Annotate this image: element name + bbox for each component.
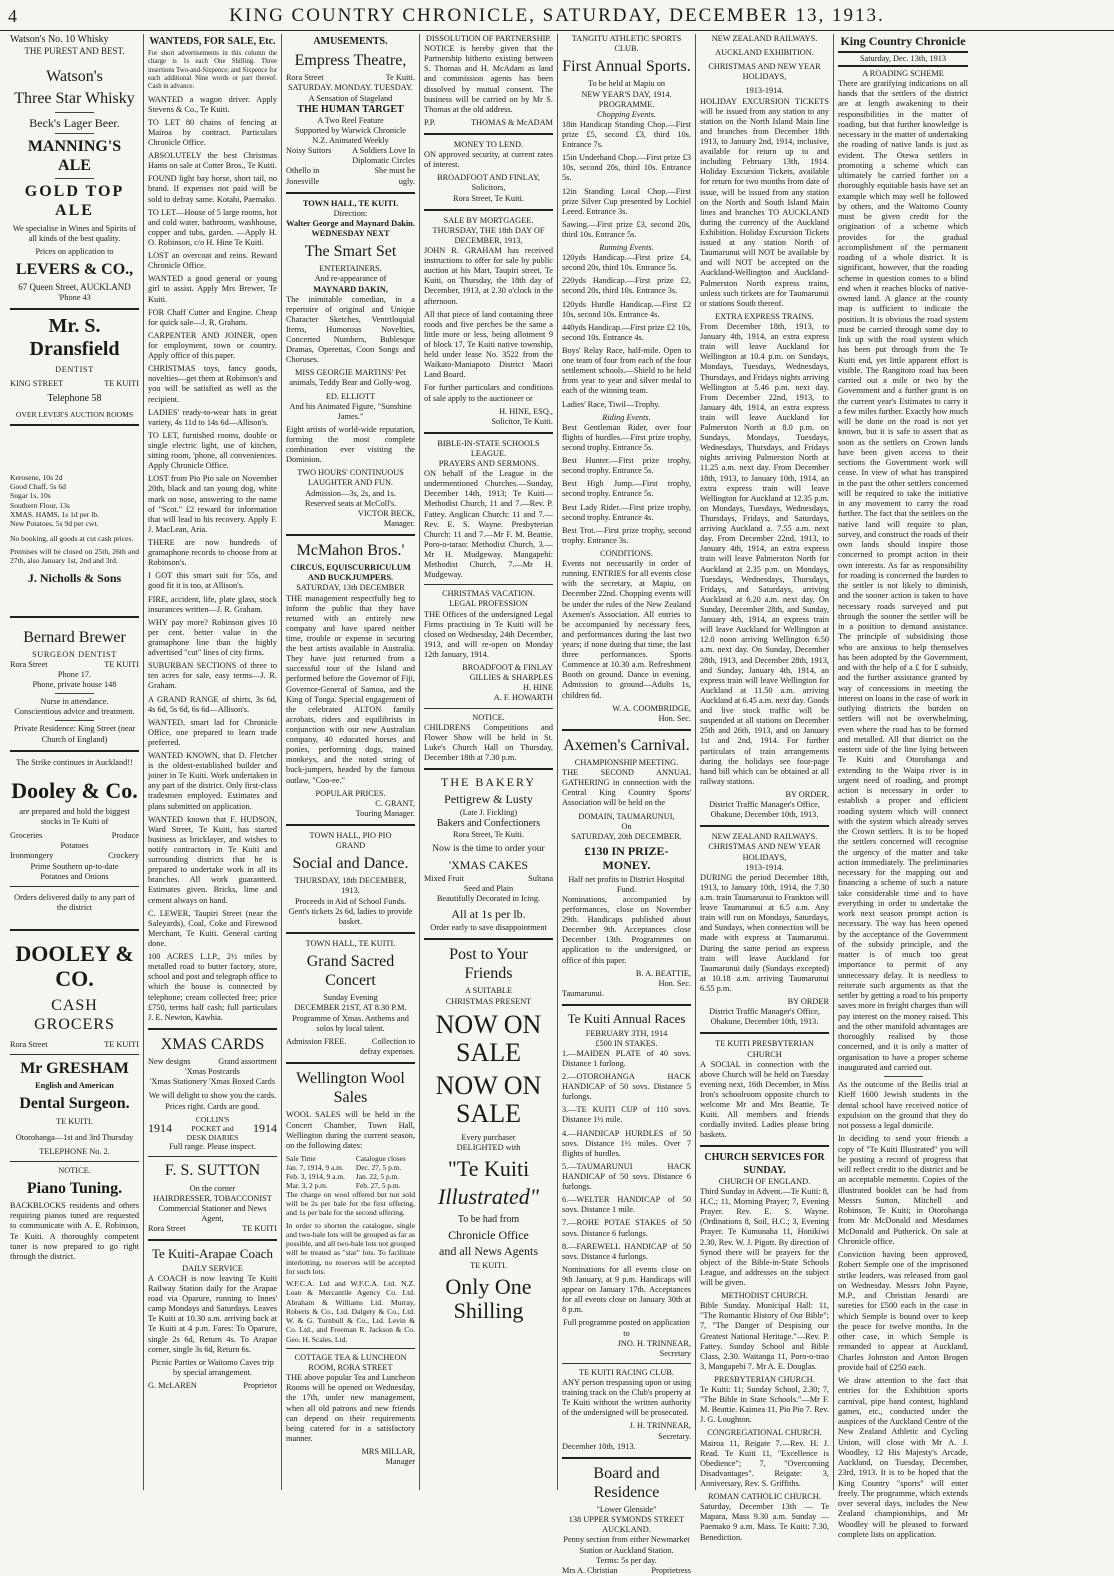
orders-delivered: Orders delivered daily to any part of the district bbox=[14, 892, 135, 912]
wellington-wool: Wellington Wool Sales bbox=[296, 1070, 405, 1107]
classified-ad: 100 ACRES L.I.P., 2½ miles by metalled road to butter factory, store, school and post and telegraph office to which the house is connected by telephone; cream collected free; price £750, terms half cash; full particulars J. E. Newton, Kawhia. bbox=[148, 952, 277, 1022]
over-levers: OVER LEVER'S AUCTION ROOMS bbox=[15, 409, 134, 419]
cash-grocers: CASH GROCERS bbox=[34, 996, 115, 1033]
private-residence: Private Residence: King Street (near Church of England) bbox=[13, 724, 136, 744]
nurse: Nurse in attendance. bbox=[40, 697, 109, 707]
chaff: Good Chaff, 5s 6d bbox=[10, 482, 66, 492]
sacred-concert: Grand Sacred Concert bbox=[306, 953, 395, 990]
conscientious: Conscientious advice and treatment. bbox=[14, 707, 135, 717]
watsons-heading: Watson's bbox=[46, 68, 103, 86]
dentist-label: DENTIST bbox=[55, 365, 94, 375]
classified-ad: I GOT this smart suit for 55s, and good fit it is too, at Allison's. bbox=[148, 571, 277, 591]
race-entry: 8.—FAREWELL HANDICAP of 50 sovs. Distance 4 furlongs. bbox=[562, 1241, 691, 1261]
tk-illustrated-1: "Te Kuiti bbox=[447, 1156, 530, 1182]
money-to-lend: MONEY TO LEND. bbox=[453, 139, 524, 149]
cottage-tea: COTTAGE TEA & LUNCHEON ROOM, RORA STREET bbox=[294, 1352, 407, 1373]
annual-races: Te Kuiti Annual Races bbox=[567, 1011, 686, 1027]
classified-ad: WANTED a wagon driver. Apply Stevens & Co., Te Kuiti. bbox=[148, 94, 277, 114]
page-number: 4 bbox=[8, 6, 17, 26]
column-3: AMUSEMENTS. Empress Theatre, Rora Street Te Kuiti. SATURDAY. MONDAY. TUESDAY. A Sensation of Stageland THE HUMAN TARGET A Two Reel Feature Supported by Warwick Chronicle N.Z. Animated Weekly Noisy Suitors A Soldiers Love In Diplomatic Circles Othello in Jonesville She must be ugly. TOWN HALL, TE KUITI. Direction: Walter George and Maynard Dakin. WEDNESDAY NEXT The Smart Set ENTERTAINERS. And re-appearance of MAYNARD DAKIN, The inimitable comedian, in a repertoire of original and Unique Character Sketches, Ventriloquial Items, Humorous Novelties, Concerted Numbers, Bublesque Dramas, Operettas, Coon Songs and Choruses. MISS GEORGIE MARTINS' Pet animals, Teddy Bear and Golly-wog. ED. ELLIOTT And his Animated Figure, "Sunshine James." Eight artists of world-wide reputation, forming the most complete combination ever visiting the Dominion. TWO HOURS' CONTINUOUS LAUGHTER AND FUN. Admission—3s, 2s, and 1s. Reserved seats at McColl's. VICTOR BECK, Manager. McMahon Bros.' CIRCUS, EQUISCURRICULUM AND BUCKJUMPERS. SATURDAY, 13th DECEMBER THE management respectfully beg to inform the public that they have returned with an entirely new company and have spared neither time, trouble or expense in securing the best artists available in Australia. They have just returned from a successful tour of the Island and performed before the Governor of Fiji, Governor-General of Samoa, and the King of Tonga. Special engagement of the celebrated ALTON family acrobats, riders and equilibrists in conjunction with our new Australian company, 40 educated horses and ponies, performing dogs, trained monkeys, and the noted string of buck-jumpers, headed by the famous outlaw, "Coo-ee." POPULAR PRICES. C. GRANT, Touring Manager. TOWN HALL, PIO PIO GRAND Social and Dance. THURSDAY, 18th DECEMBER, 1913. Proceeds in Aid of School Funds. Gent's tickets 2s 6d, ladies to provide basket. TOWN HALL, TE KUITI. Grand Sacred Concert Sunday Evening DECEMBER 21ST, AT 8.30 P.M. Programme of Xmas. Anthems and solos by local talent. Admission FREE. Collection to defray expenses. Wellington Wool Sales WOOL SALES will be held in the Concert Chamber, Town Hall, Wellington during the current season, on the following dates: Sale Time Catalogue closes Jan. 7, 1914, 9 a.m. Dec. 27, 5 p.m. Feb. 3, 1914, 9 a.m. Jan. 22, 5 p.m. Mar. 3, 2 p.m. Feb. 27, 5 p.m. The charge on wool offered but not sold will be 2s per bale for the first offering, and 1s per bale for the second offering. In order to shorten the catalogue, single and two-bale lots will be grouped as far as possible, and all two-bale lots not grouped will be treated as "star" lots. To facilitate interlotting, no reserves will be accepted for such lots. W.F.C.A. Ltd and W.F.C.A. Ltd. N.Z. Loan & Mercantile Agency Co. Ltd. Abraham & Williams Ltd. Murray, Roberts & Co., Ltd. Dalgety & Co., Ltd. W. & G. Turnbull & Co., Ltd. Levin & Co. Ltd., and Freeman R. Jackson & Co. Geo. H. Scales, Ltd. COTTAGE TEA & LUNCHEON ROOM, RORA STREET THE above popular Tea and Luncheon Rooms will be opened on Wednesday, the 17th, under new management, when all old patrons and new friends can depend on their requirements being catered for in a satisfactory manner. MRS MILLAR, Manager bbox=[282, 34, 420, 1490]
first-annual-sports: First Annual Sports. bbox=[562, 58, 691, 76]
rates-note: For short advertisements in this column the charge is 1s each One Shilling. Three insertions Two-and-Sixpence; and Sixpence for each additional Nine words or part thereof. Cash in advance. bbox=[148, 50, 277, 91]
race-entry: 6.—WELTER HANDICAP of 50 sovs. Distance 1 mile. bbox=[562, 1195, 691, 1215]
dooley-co: Dooley & Co. bbox=[11, 777, 138, 803]
coach-heading: Te Kuiti-Arapae Coach bbox=[151, 1246, 274, 1262]
race-entry: 5.—TAUMARUNUI HACK HANDICAP of 50 sovs. Distance 6 furlongs. bbox=[562, 1161, 691, 1192]
column-2: WANTEDS, FOR SALE, Etc. For short advertisements in this column the charge is 1s each One Shilling. Three insertions Two-and-Sixpence; and Sixpence for each additional Nine words or part thereof. Cash in advance. WANTED a wagon driver. Apply Stevens & Co., Te Kuiti. TO LET 80 chains of fencing at Mairoa by contract. Particulars Chronicle Office. ABSOLUTELY the best Christmas Hams on sale at Cotter Bros., Te Kuiti. FOUND light bay horse, short tail, no brand. If expenses not paid will be sold to defray same. Kotahi, Paemako. TO LET—House of 5 large rooms, hot and cold water, bathroom, washhouse, copper and tubs, garden. —Apply H. O. Robinson, c/o H. Hine Te Kuiti. LOST an overcoat and reins. Reward Chronicle Office. WANTED a good general or young girl to assist. Apply Mrs Brewer, Te Kuiti. FOR Chaff Cutter and Engine. Cheap for quick sale—J. R. Graham. CARPENTER AND JOINER, open for employment, town or country. Apply office of this paper. CHRISTMAS toys, fancy goods, novelties—get them at Robinson's and you will be satisfied as well as the recipient. LADIES' ready-to-wear hats in great variety, 4s 11d to 14s 6d—Allison's. TO LET, furnished rooms, double or single electric light, use of kitchen, sitting room, 'phone, all conveniences. Apply Chronicle Office. LOST from Pio Pio sale on November 20th, black and tan young dog, white mark on nose, answering to the name of "Scot." £2 reward for information that will lead to his recovery. Apply F. J. MacLean, Aria. THERE are now hundreds of gramaphone records to choose from at Robinson's. I GOT this smart suit for 55s, and good fit it is too, at Allison's. FIRE, accident, life, plate glass, stock insurances written—J. R. Graham. WHY pay more? Robinson gives 10 per cent. better value in the gramaphone line than the highly advertised "cut" lines of city firms. SUBURBAN SECTIONS of three to ten acres for sale, easy terms—J. R. Graham. A GRAND RANGE of shirts, 3s 6d, 4s 6d, 5s 6d, 6s 6d—Allison's. WANTED, smart lad for Chronicle Office, one prepared to learn trade preferred. WANTED KNOWN, that D. Fletcher is the oldest-established builder and joiner in Te Kuiti. Work undertaken in any part of the district. Only first-class tradesmen employed. Estimates and plans submitted on application. WANTED known that F. HUDSON, Ward Street, Te Kuiti, has started business as bricklayer, and wishes to notify contractors in Te Kuiti and surrounding districts that he is prepared to undertake work in all its branches. All work guaranteed. Estimates given. Bricks, lime and cement always on hand. C. LEWER, Taupiri Street (near the Saleyards), Coal, Coke and Firewood Merchant, Te Kuiti. General carting done. 100 ACRES L.I.P., 2½ miles by metalled road to butter factory, store, school and post and telegraph office to which the house is connected by telephone; cream collected free; price £750, terms half cash; full particulars J. E. Newton, Kawhia. XMAS CARDS New designs Grand assortment 'Xmas Postcards 'Xmas Stationery 'Xmas Boxed Cards We will delight to show you the cards. Prices right. Cards are good. 1914 COLLIN'S POCKET and DESK DIARIES 1914 Full range. Please inspect. F. S. SUTTON On the corner HAIRDRESSER, TOBACCONIST Commercial Stationer and News Agent, Rora Street TE KUITI Te Kuiti-Arapae Coach DAILY SERVICE A COACH is now leaving Te Kuiti Railway Station daily for the Arapae road via Oparure, running to Innes' camp Mondays and Saturdays. Leaves Te Kuiti at 10.30 a.m. arriving back at Te Kuiti at 4 p.m. Fares: To Oparure, single 2s 6d, Return 4s. To Arapae corner, single 3s 6d, Return 6s. Picnic Parties or Waitomo Caves trip by special arrangement. G. McLAREN Proprietor bbox=[144, 34, 282, 1490]
becks-lager: Beck's Lager Beer. bbox=[29, 115, 120, 130]
nicholls-sons: J. Nicholls & Sons bbox=[27, 571, 122, 586]
chopping-event: Sawing.—First prize £3, second 20s, third 10s. Entrance 5s. bbox=[562, 219, 691, 239]
hams: XMAS. HAMS, 1s 1d per lb. bbox=[10, 509, 100, 519]
classified-ad: FIRE, accident, life, plate glass, stock insurances written—J. R. Graham. bbox=[148, 594, 277, 614]
roading-heading: A ROADING SCHEME bbox=[862, 68, 944, 78]
wanteds-header: WANTEDS, FOR SALE, Etc. bbox=[149, 36, 276, 47]
prepared-stocks: are prepared and hold the biggest stocks in Te Kuiti of bbox=[19, 807, 130, 827]
new-potatoes: New Potatoes, 5s 9d per cwt. bbox=[10, 519, 99, 529]
amusements-header: AMUSEMENTS. bbox=[313, 36, 388, 47]
running-event: Ladies' Race, Tiwil—Trophy. bbox=[562, 399, 660, 409]
column-5: TANGITU ATHLETIC SPORTS CLUB. First Annual Sports. To be held at Mapiu on NEW YEAR'S DAY, 1914. PROGRAMME. Chopping Events. 18in Handicap Standing Chop.—First prize £5, second £3, third 10s. Entrance 7s. 15in Underhand Chop.—First prize £3 10s, second 20s, third 10s. Entrance 5s. 12in Standing Local Chop.—First prize Silver Cup presented by Lochiel Leeed. Entrance 3s. Sawing.—First prize £3, second 20s, third 10s. Entrance 5s. Running Events. 120yds Handicap.—First prize £4, second 20s, third 10s. Entrance 5s. 220yds Handicap.—First prize £2, second 20s, third 10s. Entrance 3s. 120yds Hurdle Handicap.—First £2 10s, second 10s. Entrance 4s. 440yds Handicap.—First prize £2 10s, second 10s. Entrance 4s. Boys' Relay Race, half-mile. Open to one team of four from each of the four settlement schools.—Shield to be held from year to year and silver medal to each of the winning team. Ladies' Race, Tiwil—Trophy. Riding Events. Best Gentleman Rider, over four flights of hurdles.—First prize trophy, second trophy. Entrance 5s. Best Hunter.—First prize trophy, second trophy. Entrance 5s. Best High Jump.—First trophy, second trophy. Entrance 5s. Best Lady Rider.—First prize trophy, second trophy. Entrance 4s. Best Trot.—First prize trophy, second trophy. Entrance 3s. CONDITIONS. Events not necessarily in order of running. ENTRIES for all events close with the secretary, at Mapiu, on December 22nd. Chopping events will be under the rules of the New Zealand Axemen's Association. All entries to be accompanied by necessary fees, and performances during the last two years; if none during that time, the last three performances. Sports Commence at 10.30 a.m. Refreshment Booth on ground. Dance in evening. Admission to ground—Adults 1s, children 6d. W. A. COOMBRIDGE, Hon. Sec. Axemen's Carnival. CHAMPIONSHIP MEETING. THE SECOND ANNUAL GATHERING in connection with the Central King Country Sports' Association will be held on the DOMAIN, TAUMARUNUI, On SATURDAY, 20th DECEMBER. £130 IN PRIZE-MONEY. Half net profits to District Hospital Fund. Nominations, accompanied by performances, close on November 29th. Handicaps published about December 9th. Acceptances close December 13th. Programmes on application to the undersigned, or office of this paper. B. A. BEATTIE, Hon. Sec. Taumarunui. Te Kuiti Annual Races FEBRUARY 3TH, 1914 £500 IN STAKES. 1.—MAIDEN PLATE of 40 sovs. Distance 1 furlong. 2.—OTOROHANGA HACK HANDICAP of 50 sovs. Distance 5 furlongs. 3.—TE KUITI CUP of 110 sovs. Distance 1½ mile. 4.—HANDICAP HURDLES of 50 sovs. Distance 1½ miles. Over 7 flights of hurdles. 5.—TAUMARUNUI HACK HANDICAP of 50 sovs. Distance 6 furlongs. 6.—WELTER HANDICAP of 50 sovs. Distance 1 mile. 7.—ROHE POTAE STAKES of 50 sovs. Distance 6 furlongs. 8.—FAREWELL HANDICAP of 50 sovs. Distance 4 furlongs. Nominations for all events close on 9th January, at 9 p.m. Handicaps will appear on January 17th. Acceptances for all events close on January 30th at 8 p.m. Full programme posted on application to JNO. H. TRINNEAR, Secretary TE KUITI RACING CLUB. ANY person trespassing upon or using training track on the Club's property at Te Kuiti without the written authority of the undersigned will be prosecuted. J. H. TRINNEAR, Secretary. December 10th, 1913. Board and Residence "Lower Glenside" 138 UPPER SYMONDS STREET AUCKLAND. Penny section from either Newmarket Station or Auckland Station. Terms: 5s per day. Mrs A. Christian Proprietress bbox=[558, 34, 696, 1490]
column-1: Watson's No. 10 Whisky THE PUREST AND BEST. Watson's Three Star Whisky Beck's Lager Beer. MANNING'S ALE GOLD TOP ALE We specialise in Wines and Spirits of all kinds of the best quality. Prices on application to LEVERS & CO., 67 Queen Street, AUCKLAND 'Phone 43 Mr. S. Dransfield DENTIST KING STREET TE KUITI Telephone 58 OVER LEVER'S AUCTION ROOMS Kerosene, 10s 2d Good Chaff, 5s 6d Sugar 1s, 10s Southern Flour, 13s XMAS. HAMS, 1s 1d per lb. New Potatoes, 5s 9d per cwt. No booking, all goods at cut cash prices. Premises will be closed on 25th, 26th and 27th, also January 1st, 2nd and 3rd. J. Nicholls & Sons Bernard Brewer SURGEON DENTIST Rora Street TE KUITI Phone 17. Phone, private house 148 Nurse in attendance. Conscientious advice and treatment. Private Residence: King Street (near Church of England) The Strike continues in Auckland!! Dooley & Co. are prepared and hold the biggest stocks in Te Kuiti of Groceries Produce Potatoes Ironmongery Crockery Prime Southern up-to-date Potatoes and Onions Orders delivered daily to any part of the district DOOLEY & CO. CASH GROCERS Rora Street TE KUITI Mr GRESHAM English and American Dental Surgeon. TE KUITI. Otorohanga—1st and 3rd Thursday TELEPHONE No. 2. NOTICE. Piano Tuning. BACKBLOCKS residents and others requiring pianos tuned are requested to communicate with A. E. Robinson, Te Kuiti. A thoroughly competent tuner is now prepared to go right through the district. bbox=[6, 34, 144, 1490]
classified-ad: FOR Chaff Cutter and Engine. Cheap for quick sale—J. R. Graham. bbox=[148, 307, 277, 327]
nz-railways: NEW ZEALAND RAILWAYS. bbox=[711, 34, 818, 43]
classified-ad: SUBURBAN SECTIONS of three to ten acres for sale, easy terms—J. R. Graham. bbox=[148, 661, 277, 691]
prime-southern: Prime Southern up-to-date bbox=[30, 861, 119, 871]
race-entry: 7.—ROHE POTAE STAKES of 50 sovs. Distance 6 furlongs. bbox=[562, 1218, 691, 1238]
classified-ad: TO LET, furnished rooms, double or single electric light, use of kitchen, sitting room, 'phone, all conveniences. Apply Chronicle Office. bbox=[148, 430, 277, 471]
chopping-event: 12in Standing Local Chop.—First prize Silver Cup presented by Lochiel Leeed. Entrance 3s. bbox=[562, 186, 691, 216]
mannings-ale: MANNING'S ALE bbox=[27, 137, 122, 175]
mcmahon-bros: McMahon Bros.' bbox=[296, 542, 405, 560]
race-list bbox=[562, 1049, 691, 1262]
chopping-event: 18in Handicap Standing Chop.—First prize £5, second £3, third 10s. Entrance 7s. bbox=[562, 119, 691, 150]
classified-ad: TO LET 80 chains of fencing at Mairoa by contract. Particulars Chronicle Office. bbox=[148, 117, 277, 148]
classified-ads bbox=[148, 95, 277, 1023]
column-6: NEW ZEALAND RAILWAYS. AUCKLAND EXHIBITION. CHRISTMAS AND NEW YEAR HOLIDAYS, 1913-1914. HOLIDAY EXCURSION TICKETS will be issued from any station to any station on the North Island Main line and branches from December 18th 1913, to January 2nd, 1914, inclusive, available for return up to and including February 13th, 1914. Holiday Excursion Tickets, available for return for two months from date of issue, will be issued from any station on the North and South Island Main lines and branches TO AUCKLAND during the currency of the Auckland Exhibition. Holiday Excursion Tickets issued at any station North of Taumarunui will NOT be available by and will NOT be accepted on the Auckland-Wellington and Auckland-Palmerston North express trains, unless such tickets are for Taumarunui or stations South thereof. EXTRA EXPRESS TRAINS. From December 18th, 1913, to January 4th, 1914, an extra express train will leave Auckland for Wellington at 10.4 p.m. on Sundays, Mondays, Tuesdays, Wednesdays, Thursdays, and Fridays nights arriving Wellington at 5.46 p.m. next day. From December 22nd, 1913, to January 4th, 1914, an extra express train will leave Auckland for Palmerston North at 8.0 p.m. on Sundays, Mondays, Tuesdays, Wednesdays, Thursdays, and Fridays nights arriving Palmerston North at 11.25 a.m. next day. From December 18th, 1913, to January 10th, 1914, an extra express train will leave Wellington for Auckland at 12.35 p.m. on Mondays, Tuesdays, Wednesdays, Thursdays, Fridays, and Saturdays, arriving Auckland a. 7.55 a.m. next day. From December 22nd, 1913, to January 4th, 1914, an extra express train will leave Palmerston North for Auckland at 2.35 p.m. on Mondays, Tuesdays, Wednesdays, Thursdays, Fridays, and Saturdays, arriving Auckland at 6.20 a.m. next day. On Sunday, December 28th, and Sunday, January 4th, 1914, an express train will leave Auckland for Wellington at 12.0 noon arriving Wellington 6.50 a.m. next day. On Sunday, December 28th, 1913, and December 28th, 1913, and Sunday, January 4th, 1914, an express train will leave Wellington for Auckland at 11.50 a.m. arriving Auckland at 6.45 a.m. next day. Goods and live stock traffic will be suspended at all stations on December 25th and 26th, 1913, and on January 1st and 2nd, 1914. For further particulars of train arrangements during the holidays see four-page hand bill which can be obtained at all railway stations. BY ORDER. District Traffic Manager's Office, Ohakune, December 10th, 1913. NEW ZEALAND RAILWAYS. CHRISTMAS AND NEW YEAR HOLIDAYS, 1913-1914. DURING the period December 18th, 1913, to January 10th, 1914, the 7.30 a.m. train Taumarunui to Frankton will leave Taumarunui at 6.5 a.m. Any train will run on Mondays, Saturdays, and Sundays, when connection will be made with express at Taumarunui. During the same period an express train will leave Auckland for Taumarunui daily (Sundays excepted) at 10.18 a.m. arriving Taumarunui 6.55 p.m. BY ORDER District Traffic Manager's Office, Ohakune, December 10th, 1913. TE KUITI PRESBYTERIAN CHURCH A SOCIAL in connection with the above Church will be held on Tuesday evening next, 16th December, in Miss Iron's schoolroom opposite church to welcome Mr and Mrs Beattie, Te Kuiti. All members and friends cordially invited. Ladies please bring baskets. CHURCH SERVICES FOR SUNDAY. CHURCH OF ENGLAND. Third Sunday in Advent.—Te Kuiti: 8, H.C.; 11, Morning Prayer; 7, Evening Prayer. Rev. E. S. Wayne. (Ordinations 8, Soil, H.C.; 3, Evening Prayer. Te Kumunaha 11, Honikiwi 2.30, Rev. W. J. Pigott. By direction of Synod there will be prayers for the object of the Bible-in-State Schools League, and addresses on the subject will be given. METHODIST CHURCH. Bible Sunday. Municipal Hall: 11, "The Romantic History of Our Bible"; 7, "The Danger of Despising our Greatest National Heritage."—Rev. P. Fattey. Sunday School and Bible Class, 2.30. Waitanga 11, Poro-o-trao 3, Mangapehi 7. Mr A. E. Douglas. PRESBYTERIAN CHURCH. Te Kuiti: 11; Sunday School, 2.30; 7, "The Bible in State Schools."—Mr F. M. Beattie. Kaimea 11, Pio Pio 7. Rev. J. G. Loughton. CONGREGATIONAL CHURCH. Mairoa 11, Reigate 7.—Rev. H. J. Read. Te Kuiti 11, "Excellence is Obedience"; 7, "Overcoming Disadvantages". Reigate: 3, Anniversary, Rev. S. Griffiths. ROMAN CATHOLIC CHURCH. Saturday, December 13th — Te Mapara, Mass 9.30 a.m. Sunday — Paemako 9 a.m. Mass. Te Kuiti: 7.30, Benediction. bbox=[696, 34, 834, 1490]
sugar: Sugar 1s, 10s bbox=[10, 491, 51, 501]
classified-ad: FOUND light bay horse, short tail, no brand. If expenses not paid will be sold to defray same. Kotahi, Paemako. bbox=[148, 174, 277, 204]
otorohanga-days: Otorohanga—1st and 3rd Thursday bbox=[15, 1132, 134, 1142]
chopping-event: 15in Underhand Chop.—First prize £3 10s, second 20s, third 10s. Entrance 5s. bbox=[562, 153, 691, 183]
page-columns bbox=[6, 34, 1110, 1575]
column-7: King Country Chronicle Saturday, Dec. 13th, 1913 A ROADING SCHEME There are gratifying indications on all hands that the settlers of the district are at length awakening to their responsibilities in the matter of roading, but that further knowledge is necessary in the matter of undertaking the roading of native lands is just as evident. The Otewa settlers in promoting a scheme which can ultimately be carried further on a thoroughly equitable basis have set an example which may well be followed by others, and the Waitomo County must be given credit for the origination of a scheme which provides for the gradual accomplishment of the permanent roading of a whole district. It is significant, however, that the roading scheme in question comes to a blind end when it reaches blocks of native-owned land. A glance at the county map is sufficient to indicate the position. It is obvious the road system must be carried through some day to link up with the road system which has been put through from the Te Kuiti end, yet little apparent effort is visible. The Rangitoto road has been carried out a mile or two by the Government and a further grant is on the current year's Estimates to carry it a few miles further. Exactly how much will be done on the road is not yet known, but it is safe to assert that as soon as the settlers on Crown lands have been given access to their sections the Government work will cease. In view of what has transpired in the past the other settlers concerned will be required to take the initiative in any movement to carry the road further. The fact that the settlers on the native land will require to plan, survey, and construct the roads of their own lands should inspire those concerned to prompt action in their own interests. As far as responsibility for roading is concerned the burden to the settler is not likely to diminish, and the sooner action is taken to have necessary roads surveyed and put through the sooner the settler will be in a position to demand assistance. The principle of subsidising those who are anxious to help themselves has been adopted by the Government, and with the help of a £ for £ subsidy, and the further assistance granted by way of concessions in meeting the interest on loans in the case of work in outlying districts the burden on settlers will not be overwhelming, even where the road has to be formed and metalled. All that district on the eastern side of the line lying between Te Kuiti and Otorohanga and extending to the Waipa river is in urgent need of roading, and prompt action is necessary in order to establish a proper and efficient roading system which will connect with the system which already serves the Crown settlers. It is to be hoped the settlers concerned will recognise the urgency of the matter and take action immediately. The preliminaries necessary for the mapping out and financing a scheme of such a nature take considerable time and to have everything in order to undertake the work next season prompt action is necessary. The way has been opened by the acceptance of the Government of the subsidy principle, and the matter is of much too great importance to permit of any unnecessary delay. It is needless to reiterate such arguments as that the settler by getting a road to his property saves more in freight charges than will pay interest on the money raised. This and the other manifold advantages are thoroughly realised by those concerned, and it is only a matter of organisation to have a proper scheme inaugurated and carried out. As the outcome of the Beilis trial at Kieff 1600 Jewish students in the dental school have received notice of expulsion on the ground that they do not possess a legal domicile. In deciding to send your friends a copy of "Te Kuiti Illustrated" you will be posting a record of progress that will reflect credit to the district and be an acceptable memento. Copies of the illustrated booklet can be had from Messrs Sutton, Mitchell and Robinson, Te Kuiti; in Otorohanga from Mr McDonald and Mesdames McDonald and Putherick. On sale at Chronicle office. Conviction having been approved, Robert Semple one of the imprisoned strike leaders, was released from gaol on Wednesday. Messrs John Payne, M.P., and Christian Jenardi are sureties for £500 each in the case in which Semple is bound over to keep the peace for twelve months. In the other case, in which Semple is remanded to appear at Auckland, Charles Johnston and Anton Brogen provide bail of £250 each. We draw attention to the fact that entries for the Exhibition sports carnival, pipe band contest, highland games, etc., conducted under the auspices of the Auckland Centre of the New Zealand Athletic and Cycling Union, will close with Mr A. J. Woodley, 12 His Majesty's Arcade, Auckland, on Tuesday, December, 23rd, 1913. It is to be hoped that the King Country "sports" will enter freely. The programme, which extends over several days, includes the New Zealand championships, and Mr Woodley will be pleased to forward complete lists on application. bbox=[838, 34, 969, 1539]
classified-ad: WANTED KNOWN, that D. Fletcher is the oldest-established builder and joiner in Te Kuiti. Work undertaken in any part of the district. Only first-class tradesmen employed. Estimates and plans submitted on application. bbox=[148, 751, 277, 811]
dooley-co-2: DOOLEY & CO. bbox=[15, 941, 134, 992]
the-bakery: THE BAKERY bbox=[441, 775, 536, 790]
king-street: KING STREET bbox=[10, 379, 64, 389]
phone-17: Phone 17. bbox=[57, 669, 92, 679]
three-star-whisky: Three Star Whisky bbox=[14, 90, 135, 108]
backblocks-notice: BACKBLOCKS residents and others requiring pianos tuned are requested to communicate with A. E. Robinson, Te Kuiti. A thoroughly competent tuner is now prepared to go right through the district. bbox=[10, 1201, 139, 1261]
wool-sale-table: Sale Time Catalogue closes Jan. 7, 1914, 9 a.m. Dec. 27, 5 p.m. Feb. 3, 1914, 9 a.m. Jan. 22, 5 p.m. Mar. 3, 2 p.m. Feb. 27, 5 p.m. bbox=[286, 1153, 406, 1190]
newspaper-header-title: KING COUNTRY CHRONICLE, SATURDAY, DECEMBER 13, 1913. bbox=[229, 5, 885, 26]
dental-surgeon: Dental Surgeon. bbox=[19, 1095, 130, 1113]
race-entry: 4.—HANDICAP HURDLES of 50 sovs. Distance 1½ miles. Over 7 flights of hurdles. bbox=[562, 1128, 691, 1158]
riding-event: Best Lady Rider.—First prize trophy, second trophy. Entrance 4s. bbox=[562, 502, 691, 522]
specialise-text: We specialise in Wines and Spirits of all kinds of the best quality. bbox=[12, 223, 137, 243]
race-entry: 3.—TE KUITI CUP of 110 sovs. Distance 1½ mile. bbox=[562, 1105, 691, 1125]
ironmongery: Ironmongery bbox=[10, 851, 54, 861]
tk-illustrated-2: Illustrated" bbox=[438, 1184, 539, 1210]
classified-ad: A GRAND RANGE of shirts, 3s 6d, 4s 6d, 5s 6d, 6s 6d—Allison's. bbox=[148, 694, 277, 714]
paper-title: King Country Chronicle bbox=[840, 34, 966, 48]
classified-ad: WANTED, smart lad for Chronicle Office, one prepared to learn trade preferred. bbox=[148, 717, 277, 747]
classified-ad: ABSOLUTELY the best Christmas Hams on sale at Cotter Bros., Te Kuiti. bbox=[148, 151, 277, 171]
classified-ad: C. LEWER, Taupiri Street (near the Saleyards), Coal, Coke and Firewood Merchant, Te Kuiti. General carting done. bbox=[148, 908, 277, 949]
piano-tuning: Piano Tuning. bbox=[26, 1180, 123, 1198]
church-services: CHURCH SERVICES FOR SUNDAY. bbox=[704, 1152, 825, 1176]
rora-street: Rora Street bbox=[10, 659, 48, 669]
kerosene: Kerosene, 10s 2d bbox=[10, 472, 63, 482]
race-entry: 2.—OTOROHANGA HACK HANDICAP of 50 sovs. Distance 5 furlongs. bbox=[562, 1072, 691, 1102]
price-per-lb: All at 1s per lb. bbox=[451, 906, 526, 921]
running-event: 440yds Handicap.—First prize £2 10s, second 10s. Entrance 4s. bbox=[562, 322, 691, 342]
masthead bbox=[0, 0, 1114, 31]
private-house: Phone, private house 148 bbox=[32, 680, 117, 690]
groceries: Groceries bbox=[10, 831, 43, 841]
telephone-58: Telephone 58 bbox=[47, 393, 102, 405]
chopping-events bbox=[562, 120, 691, 240]
no-booking: No booking, all goods at cut cash prices. bbox=[10, 534, 134, 544]
only-one-shilling: Only One Shilling bbox=[445, 1273, 532, 1323]
smart-set: The Smart Set bbox=[304, 243, 397, 261]
dissolution-heading: DISSOLUTION OF PARTNERSHIP. bbox=[425, 34, 552, 43]
levers-phone: 'Phone 43 bbox=[58, 293, 91, 303]
dransfield-name: Mr. S. Dransfield bbox=[29, 315, 120, 361]
axemens-carnival: Axemen's Carnival. bbox=[563, 736, 690, 754]
te-kuiti-label: TE KUITI bbox=[104, 379, 139, 389]
potatoes-onions: Potatoes and Onions bbox=[40, 871, 109, 881]
levers-co: LEVERS & CO., bbox=[15, 261, 134, 278]
riding-events bbox=[562, 423, 691, 546]
bible-league: BIBLE-IN-STATE SCHOOLS LEAGUE. bbox=[437, 438, 540, 458]
classified-ad: TO LET—House of 5 large rooms, hot and cold water, bathroom, washhouse, copper and tubs, garden. —Apply H. O. Robinson, c/o H. Hine Te Kuiti. bbox=[148, 207, 277, 248]
xmas-cakes: 'XMAS CAKES bbox=[448, 857, 529, 872]
empress-theatre: Empress Theatre, bbox=[294, 52, 407, 70]
riding-event: Best High Jump.—First trophy, second trophy. Entrance 5s. bbox=[562, 479, 691, 499]
classified-ad: CARPENTER AND JOINER, open for employment, town or country. Apply office of this paper. bbox=[148, 330, 277, 361]
riding-event: Best Gentleman Rider, over four flights of hurdles.—First prize trophy, second trophy. Entrance 5s. bbox=[562, 422, 691, 453]
purest-best: THE PUREST AND BEST. bbox=[24, 46, 125, 57]
now-on-sale-1: NOW ON SALE bbox=[435, 1009, 542, 1068]
classified-ad: WANTED a good general or young girl to assist. Apply Mrs Brewer, Te Kuiti. bbox=[148, 274, 277, 304]
produce: Produce bbox=[111, 831, 139, 841]
levers-address: 67 Queen Street, AUCKLAND bbox=[18, 282, 131, 293]
telephone-2: TELEPHONE No. 2. bbox=[39, 1146, 110, 1156]
sale-by-mortgagee: SALE BY MORTGAGEE. bbox=[443, 215, 534, 225]
classified-ad: WANTED known that F. HUDSON, Ward Street, Te Kuiti, has started business as bricklayer, and wishes to notify contractors in Te Kuiti and surrounding districts that he is prepared to undertake work in all its branches. All work guaranteed. Estimates given. Bricks, lime and cement always on hand. bbox=[148, 814, 277, 905]
now-on-sale-2: NOW ON SALE bbox=[435, 1070, 542, 1129]
classified-ad: THERE are now hundreds of gramaphone records to choose from at Robinson's. bbox=[148, 537, 277, 568]
prices-text: Prices on application to bbox=[35, 246, 114, 256]
pettigrew-lusty: Pettigrew & Lusty bbox=[444, 791, 533, 806]
tangitu-club: TANGITU ATHLETIC SPORTS CLUB. bbox=[571, 34, 682, 54]
classified-ad: WHY pay more? Robinson gives 10 per cent. better value in the gramaphone line than the highly advertised "cut" lines of city firms. bbox=[148, 617, 277, 658]
classified-ad: LOST from Pio Pio sale on November 20th, black and tan young dog, white mark on nose, answering to the name of "Scot." £2 reward for information that will lead to his recovery. Apply F. J. MacLean, Aria. bbox=[148, 474, 277, 534]
classified-ad: CHRISTMAS toys, fancy goods, novelties—get them at Robinson's and you will be satisfied as well as the recipient. bbox=[148, 364, 277, 404]
english-american: English and American bbox=[35, 1081, 114, 1091]
running-event: 120yds Hurdle Handicap.—First £2 10s, second 10s. Entrance 4s. bbox=[562, 299, 691, 319]
notice-heading: NOTICE. bbox=[58, 1165, 91, 1175]
race-entry: 1.—MAIDEN PLATE of 40 sovs. Distance 1 furlong. bbox=[562, 1048, 691, 1068]
editorial: There are gratifying indications on all hands that the settlers of the district are at length awakening to their responsibilities in the matter of roading, but that further knowledge is necessary in the matter of undertaking the roading of native lands is just as evident. The Otewa settlers in promoting a scheme which can ultimately be carried further on a thoroughly equitable basis have set an example which may well be followed by others, and the Waitomo County must be given credit for the origination of a scheme which provides for the gradual accomplishment of the permanent roading of a whole district. It is significant, however, that the roading scheme in question comes to a blind end when it reaches blocks of native-owned land. A glance at the county map is sufficient to indicate the position. It is obvious the road system must be carried through some day to link up with the road system which has been put through from the Te Kuiti end, yet little apparent effort is visible. The Rangitoto road has been carried out a mile or two by the Government and a further grant is on the current year's Estimates to carry it a few miles further. Exactly how much will be done on the road is not yet known, but it is safe to assert that as soon as the settlers on Crown lands have been given access to their sections the Government work will cease. In view of what has transpired in the past the other settlers concerned will be required to take the initiative in any movement to carry the road further. The fact that the settlers on the native land will require to plan, survey, and construct the roads of their own lands should inspire those concerned to prompt action in their own interests. As far as responsibility for roading is concerned the burden to the settler is not likely to diminish, and the sooner action is taken to have necessary roads surveyed and put through the sooner the settler will be in a position to demand assistance. The principle of subsidising those who are anxious to help themselves has been adopted by the Government, and with the help of a £ for £ subsidy, and the further assistance granted by way of concessions in meeting the interest on loans in the case of work in outlying districts the burden on settlers will not be overwhelming, even where the road has to be formed and metalled. All that district on the eastern side of the line lying between Te Kuiti and Otorohanga and extending to the Waipa river is in urgent need of roading, and prompt action is necessary in order to establish a proper and efficient roading system which will connect with the system which already serves the Crown settlers. It is to be hoped the settlers concerned will recognise the urgency of the matter and take action immediately. The preliminaries necessary for the mapping out and financing a scheme of such a nature take considerable time and to have everything in order to undertake the work next season prompt action is necessary. The way has been opened by the acceptance of the Government of the subsidy principle, and the matter is of much too great importance to permit of any unnecessary delay. It is needless to reiterate such arguments as that the settler by getting a road to his property saves more in freight charges than will pay interest on the money raised. This and the other manifold advantages are thoroughly realised by those concerned, and it is only a matter of organisation to have a proper scheme inaugurated and carried out. bbox=[838, 78, 969, 1072]
crockery: Crockery bbox=[108, 851, 139, 861]
post-to-friends: Post to Your Friends bbox=[449, 946, 528, 983]
column-4: DISSOLUTION OF PARTNERSHIP. NOTICE is hereby given that the Partnership hitherto existing between S. Thomas and H. McAdam as land and commission agents has been dissolved by mutual consent. The business will be carried on by Mr S. Thomas at the old address. P.P. THOMAS & McADAM MONEY TO LEND. ON approved security, at current rates of interest. BROADFOOT AND FINLAY, Solicitors, Rora Street, Te Kuiti. SALE BY MORTGAGEE. THURSDAY, THE 18th DAY OF DECEMBER, 1913, JOHN R. GRAHAM has received instructions to offer for sale by public auction at his Mart, Taupiri street, Te Kuiti, on Thursday, the 18th day of December, 1913, at 2.30 o'clock in the afternoon. All that piece of land containing three roods and five perches be the same a little more or less, being allotment 9 of block 17, Te Kuiti native township, held under lease No. 3522 from the Waikato-Maniapoto District Maori Land Board. For further particulars and conditions of sale apply to the auctioneer or H. HINE, ESQ., Solicitor, Te Kuiti. BIBLE-IN-STATE SCHOOLS LEAGUE. PRAYERS AND SERMONS. ON behalf of the League in the undermentioned Churches.—Sunday, December 14th, 1913; Te Kuiti—Methodist Church, 11 and 7.—Rev. P. Fattey. Anglican Church: 11 and 7.—Rev. E. S. Wayne. Presbyterian Church: 11 and 7.—Mr F. M. Beattie. Poro-o-tarao: Methodist Church, 3.—Mr H. Mudgeway. Mangapehi: Methodist Church, 7.—Mr H. Mudgeway. CHRISTMAS VACATION. LEGAL PROFESSION THE Offices of the undersigned Legal Firms practising in Te Kuiti will be closed on Wednesday, 24th December, 1913, and will re-open on Monday 12th January, 1914. BROADFOOT & FINLAY GILLIES & SHARPLES H. HINE A. F. HOWARTH NOTICE. CHILDRENS Competitions and Flower Show will be held in St. Luke's Church Hall on Thursday, December 18th at 7.30 p.m. THE BAKERY Pettigrew & Lusty (Late J. Fickling) Bakers and Confectioners Rora Street, Te Kuiti. Now is the time to order your 'XMAS CAKES Mixed Fruit Sultana Seed and Plain Beautifully Decorated in Icing. All at 1s per lb. Order early to save disappointment Post to Your Friends A SUITABLE CHRISTMAS PRESENT NOW ON SALE NOW ON SALE Every purchaser DELIGHTED with "Te Kuiti Illustrated" To be had from Chronicle Office and all News Agents TE KUITI. Only One Shilling bbox=[420, 34, 558, 1490]
xmas-cards-heading: XMAS CARDS bbox=[160, 1035, 265, 1053]
classified-ad: LOST an overcoat and reins. Reward Chronicle Office. bbox=[148, 251, 277, 271]
surgeon-dentist: SURGEON DENTIST bbox=[32, 649, 117, 659]
potatoes: Potatoes bbox=[60, 841, 89, 851]
running-event: 120yds Handicap.—First prize £4, second 20s, third 10s. Entrance 5s. bbox=[562, 253, 691, 273]
sutton-name: F. S. SUTTON bbox=[164, 1162, 261, 1180]
collins-diaries: COLLIN'S POCKET and DESK DIARIES bbox=[186, 1114, 239, 1143]
classified-ad: LADIES' ready-to-wear hats in great variety, 4s 11d to 14s 6d—Allison's. bbox=[148, 407, 277, 427]
watsons-no10: Watson's No. 10 Whisky bbox=[10, 34, 109, 45]
running-events bbox=[562, 253, 691, 410]
gresham-name: Mr GRESHAM bbox=[20, 1060, 129, 1078]
issue-date: Saturday, Dec. 13th, 1913 bbox=[838, 51, 968, 67]
coach-text: A COACH is now leaving Te Kuiti Railway Station daily for the Arapae road via Oparure, running to Innes' camp Mondays and Saturdays. Leaves Te Kuiti at 10.30 a.m. arriving back at Te Kuiti at 4 p.m. Fares: To Oparure, single 2s 6d, Return 4s. To Arapae corner, single 3s 6d, Return 6s. bbox=[148, 1273, 277, 1354]
gold-top-ale: GOLD TOP ALE bbox=[24, 183, 125, 220]
flour: Southern Flour, 13s bbox=[10, 500, 70, 510]
presbyterian-church: TE KUITI PRESBYTERIAN CHURCH bbox=[715, 1039, 814, 1059]
premises-closed: Premises will be closed on 25th, 26th and 27th, also January 1st, 2nd and 3rd. bbox=[10, 546, 139, 565]
running-event: Boys' Relay Race, half-mile. Open to one team of four from each of the four settlement schools.—Shield to be held from year to year and silver medal to each of the winning team. bbox=[562, 346, 691, 396]
riding-event: Best Trot.—First prize trophy, second trophy. Entrance 3s. bbox=[562, 525, 691, 545]
riding-event: Best Hunter.—First prize trophy, second trophy. Entrance 5s. bbox=[562, 456, 691, 476]
human-target: THE HUMAN TARGET bbox=[297, 103, 404, 115]
social-dance: Social and Dance. bbox=[292, 855, 409, 873]
board-residence: Board and Residence bbox=[593, 1464, 660, 1501]
prize-money: £130 IN PRIZE-MONEY. bbox=[584, 843, 669, 873]
running-event: 220yds Handicap.—First prize £2, second 20s, third 10s. Entrance 3s. bbox=[562, 276, 691, 296]
strike-continues: The Strike continues in Auckland!! bbox=[16, 757, 133, 767]
bernard-brewer: Bernard Brewer bbox=[23, 628, 126, 646]
